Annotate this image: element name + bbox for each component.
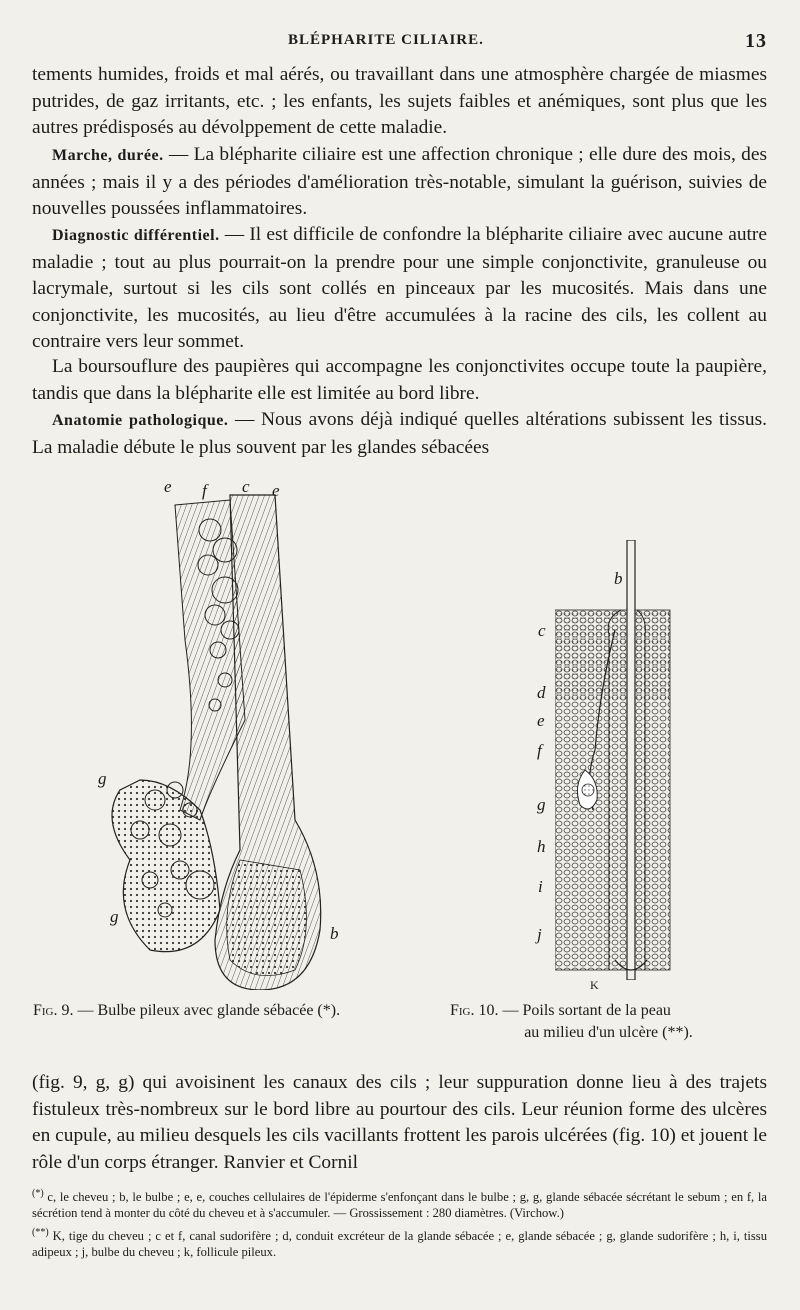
paragraph-causes <box>32 62 767 142</box>
fig9-label-b: b <box>330 924 339 943</box>
page-number: 13 <box>745 30 767 52</box>
fig9-label-g-upper: g <box>98 769 107 788</box>
fig9-label-e-left: e <box>164 477 172 496</box>
footnotes <box>32 1186 767 1260</box>
fig10-label-d: d <box>537 683 546 702</box>
footnote-fig10-marker: (**) <box>32 1227 49 1239</box>
fig10-caption <box>450 1000 767 1044</box>
footnote-fig9-marker: (*) <box>32 1188 44 1199</box>
page-header <box>32 30 767 54</box>
fig10-label-j: j <box>537 925 542 944</box>
fig10-label-e: e <box>537 711 545 730</box>
fig10-label-c: c <box>538 621 546 640</box>
fig10-caption-line-1 <box>450 1000 767 1022</box>
footnote-fig9-text: c, le cheveu ; b, le bulbe ; e, e, couches cellulaires de l'épiderme s'enfonçant dans le bulbe ; g, g, glande sébacée sécrétant le sebum ; en f, la sécrétion tend à monter du côté du cheveu et à s'accumuler. — Grossissement : 280 diamètres. (Virchow.) <box>32 1190 767 1221</box>
footnote-fig10 <box>32 1225 767 1260</box>
fig10-caption-number: Fig. 10. <box>450 1002 499 1019</box>
fig9-label-c: c <box>242 477 250 496</box>
paragraph-boursouflure <box>32 354 767 407</box>
paragraph-anatomie-text: — Nous avons déjà indiqué quelles altérations subissent les tissus. La maladie débute le plus souvent par les glandes sébacées <box>32 409 767 458</box>
fig9-label-g-lower: g <box>110 907 119 926</box>
paragraph-fig-reference <box>32 1070 767 1176</box>
paragraph-marche <box>32 142 767 223</box>
paragraph-diagnostic <box>32 222 767 356</box>
footnote-fig10-text: K, tige du cheveu ; c et f, canal sudorifère ; d, conduit excréteur de la glande sébacée ; e, glande sébacée ; g, glande sudorifère ; h, i, tissu adipeux ; j, bulbe du cheveu ; k, follicule pileux. <box>32 1229 767 1260</box>
fig10-label-b: b <box>614 569 623 588</box>
fig9-caption <box>33 1000 413 1022</box>
fig10-caption-text-2: au milieu d'un ulcère (**). <box>524 1024 693 1041</box>
running-title: BLÉPHARITE CILIAIRE. <box>288 32 484 48</box>
fig9-caption-text: — Bulbe pileux avec glande sébacée (*). <box>73 1002 341 1019</box>
paragraph-boursouflure-text: La boursouflure des paupières qui accompagne les conjonctivites occupe toute la paupière, tandis que dans la blépharite elle est limitée au bord libre. <box>32 356 767 404</box>
footnote-fig9 <box>32 1186 767 1221</box>
fig10-illustration <box>555 540 675 980</box>
paragraph-diagnostic-text: — Il est difficile de confondre la blépharite ciliaire avec aucune autre maladie ; tout au plus pourrait-on la prendre pour une simple conjonctivite, granuleuse ou lacrymale, surtout si les cils sont collés en pinceaux par les mucosités. Mais dans une conjonctivite, les mucosités, au lieu d'être accumulées à la racine des cils, les collent au contraire vers leur sommet. <box>32 224 767 353</box>
fig9-illustration <box>80 490 360 990</box>
runin-heading-anatomie: Anatomie pathologique. <box>52 412 229 429</box>
fig10-label-k: K <box>590 978 599 992</box>
fig9-caption-number: Fig. 9. <box>33 1002 74 1019</box>
paragraph-causes-text: tements humides, froids et mal aérés, ou travaillant dans une atmosphère chargée de miasmes putrides, de gaz irritants, etc. ; les enfants, les sujets faibles et anémiques, sont plus que les autres prédisposés au dévolppement de cette maladie. <box>32 64 767 139</box>
fig10-label-h: h <box>537 837 546 856</box>
fig9-label-f: f <box>202 481 207 500</box>
fig10-label-g: g <box>537 795 546 814</box>
fig10-caption-text-1: — Poils sortant de la peau <box>498 1002 671 1019</box>
runin-heading-marche: Marche, durée. <box>52 147 164 164</box>
paragraph-anatomie <box>32 407 767 461</box>
fig10-caption-line-2 <box>450 1022 767 1044</box>
fig9-label-e-right: e <box>272 481 280 500</box>
figure-area <box>0 470 800 1041</box>
runin-heading-diagnostic: Diagnostic différentiel. <box>52 227 220 244</box>
fig10-label-i: i <box>538 877 543 896</box>
paragraph-fig-reference-text: (fig. 9, g, g) qui avoisinent les canaux des cils ; leur suppuration donne lieu à des trajets fistuleux très-nombreux sur le bord libre au pourtour des cils. Leur réunion forme des ulcères en cupule, au milieu desquels les cils vacillants frottent les parois ulcérées (fig. 10) et jouent le rôle d'un corps étranger. Ranvier et Cornil <box>32 1072 767 1173</box>
fig10-label-f: f <box>537 741 542 760</box>
paragraph-marche-text: — La blépharite ciliaire est une affection chronique ; elle dure des mois, des années ; mais il y a des périodes d'amélioration très-notable, simulant la guérison, suivies de nouvelles poussées inflammatoires. <box>32 144 767 220</box>
